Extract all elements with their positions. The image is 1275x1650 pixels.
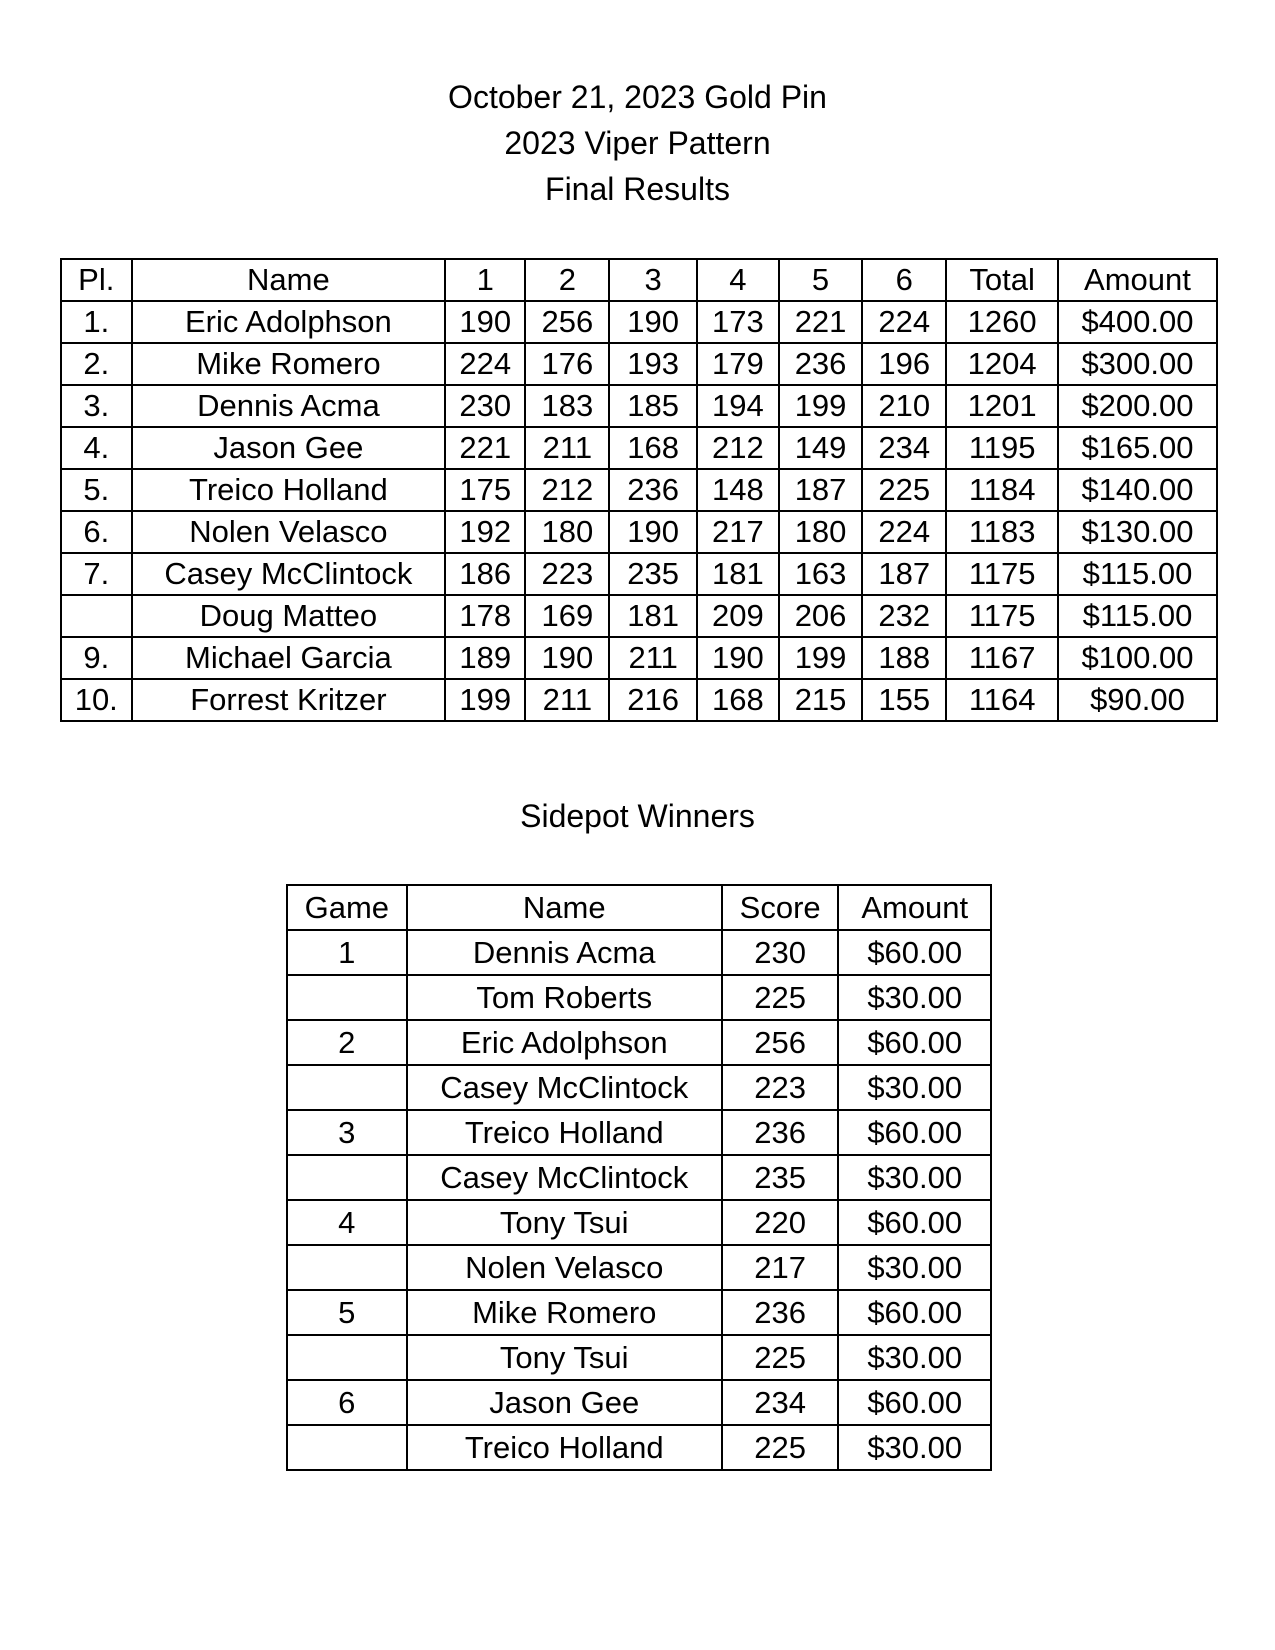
- table-cell: 194: [697, 385, 779, 427]
- table-cell: 190: [525, 637, 609, 679]
- pattern-title: 2023 Viper Pattern: [504, 125, 771, 161]
- table-cell: 210: [862, 385, 946, 427]
- table-cell: $300.00: [1058, 343, 1217, 385]
- table-cell: 169: [525, 595, 609, 637]
- table-cell: 185: [609, 385, 696, 427]
- table-cell: Mike Romero: [132, 343, 446, 385]
- table-cell: $30.00: [838, 1425, 991, 1470]
- table-cell: 234: [862, 427, 946, 469]
- table-cell: Eric Adolphson: [132, 301, 446, 343]
- table-cell: Treico Holland: [132, 469, 446, 511]
- column-header: 4: [697, 259, 779, 301]
- table-cell: 190: [609, 511, 696, 553]
- table-cell: [287, 1425, 407, 1470]
- table-cell: 196: [862, 343, 946, 385]
- table-cell: 230: [722, 930, 839, 975]
- results-header-row: [61, 259, 1217, 301]
- column-header: 6: [862, 259, 946, 301]
- table-cell: [61, 595, 132, 637]
- sidepot-row: [287, 1335, 991, 1380]
- table-cell: 192: [445, 511, 525, 553]
- table-cell: 7.: [61, 553, 132, 595]
- column-header: Score: [722, 885, 839, 930]
- table-cell: Treico Holland: [407, 1425, 722, 1470]
- table-cell: 179: [697, 343, 779, 385]
- table-cell: 190: [609, 301, 696, 343]
- sidepot-row: [287, 1110, 991, 1155]
- table-cell: Michael Garcia: [132, 637, 446, 679]
- table-cell: 1.: [61, 301, 132, 343]
- table-cell: 225: [722, 975, 839, 1020]
- table-cell: 1201: [946, 385, 1058, 427]
- table-cell: 1184: [946, 469, 1058, 511]
- table-cell: $60.00: [838, 930, 991, 975]
- table-cell: 232: [862, 595, 946, 637]
- column-header: Amount: [838, 885, 991, 930]
- table-cell: 2: [287, 1020, 407, 1065]
- table-cell: $100.00: [1058, 637, 1217, 679]
- table-cell: 223: [722, 1065, 839, 1110]
- table-cell: $400.00: [1058, 301, 1217, 343]
- table-cell: Nolen Velasco: [407, 1245, 722, 1290]
- sidepot-row: [287, 1290, 991, 1335]
- results-row: [61, 595, 1217, 637]
- table-cell: $30.00: [838, 1065, 991, 1110]
- table-cell: [287, 975, 407, 1020]
- table-cell: $60.00: [838, 1200, 991, 1245]
- table-cell: $115.00: [1058, 595, 1217, 637]
- table-cell: 1195: [946, 427, 1058, 469]
- sidepot-winners-table: [286, 884, 992, 1471]
- table-cell: Dennis Acma: [407, 930, 722, 975]
- table-cell: 187: [862, 553, 946, 595]
- table-cell: Doug Matteo: [132, 595, 446, 637]
- table-cell: [287, 1155, 407, 1200]
- sidepot-row: [287, 975, 991, 1020]
- table-cell: 235: [609, 553, 696, 595]
- table-cell: 4: [287, 1200, 407, 1245]
- table-cell: Nolen Velasco: [132, 511, 446, 553]
- table-cell: 1175: [946, 595, 1058, 637]
- results-row: [61, 427, 1217, 469]
- table-cell: 211: [609, 637, 696, 679]
- column-header: 3: [609, 259, 696, 301]
- table-cell: 181: [697, 553, 779, 595]
- table-cell: [287, 1335, 407, 1380]
- table-cell: 236: [779, 343, 862, 385]
- table-cell: 163: [779, 553, 862, 595]
- table-cell: 1204: [946, 343, 1058, 385]
- sidepot-row: [287, 1425, 991, 1470]
- table-cell: 6.: [61, 511, 132, 553]
- table-cell: 225: [722, 1425, 839, 1470]
- table-cell: 224: [862, 301, 946, 343]
- table-cell: 1164: [946, 679, 1058, 721]
- table-cell: $115.00: [1058, 553, 1217, 595]
- table-cell: [287, 1065, 407, 1110]
- results-row: [61, 469, 1217, 511]
- sidepot-row: [287, 1020, 991, 1065]
- table-cell: 3: [287, 1110, 407, 1155]
- sidepot-title: Sidepot Winners: [520, 798, 755, 834]
- table-cell: 209: [697, 595, 779, 637]
- table-cell: 9.: [61, 637, 132, 679]
- table-cell: 176: [525, 343, 609, 385]
- table-cell: 193: [609, 343, 696, 385]
- sidepot-row: [287, 1380, 991, 1425]
- table-cell: 224: [862, 511, 946, 553]
- table-cell: 180: [779, 511, 862, 553]
- table-cell: 178: [445, 595, 525, 637]
- table-cell: Casey McClintock: [407, 1065, 722, 1110]
- table-cell: 1183: [946, 511, 1058, 553]
- table-cell: 236: [609, 469, 696, 511]
- table-cell: 168: [609, 427, 696, 469]
- table-cell: Eric Adolphson: [407, 1020, 722, 1065]
- table-cell: $200.00: [1058, 385, 1217, 427]
- table-cell: Tony Tsui: [407, 1200, 722, 1245]
- table-cell: 225: [722, 1335, 839, 1380]
- table-cell: Dennis Acma: [132, 385, 446, 427]
- table-cell: Casey McClintock: [407, 1155, 722, 1200]
- table-cell: 189: [445, 637, 525, 679]
- table-cell: 230: [445, 385, 525, 427]
- table-cell: $30.00: [838, 1335, 991, 1380]
- document-header: [0, 74, 1275, 212]
- table-cell: 199: [779, 385, 862, 427]
- table-cell: 224: [445, 343, 525, 385]
- table-cell: 217: [697, 511, 779, 553]
- column-header: Name: [407, 885, 722, 930]
- table-cell: 212: [525, 469, 609, 511]
- table-cell: Casey McClintock: [132, 553, 446, 595]
- table-cell: 5.: [61, 469, 132, 511]
- table-cell: 1175: [946, 553, 1058, 595]
- table-cell: $165.00: [1058, 427, 1217, 469]
- results-row: [61, 343, 1217, 385]
- table-cell: 216: [609, 679, 696, 721]
- table-cell: 235: [722, 1155, 839, 1200]
- table-cell: Jason Gee: [132, 427, 446, 469]
- table-cell: 149: [779, 427, 862, 469]
- table-cell: 215: [779, 679, 862, 721]
- sidepot-row: [287, 1155, 991, 1200]
- table-cell: 173: [697, 301, 779, 343]
- table-cell: [287, 1245, 407, 1290]
- results-title: Final Results: [545, 171, 730, 207]
- table-cell: 225: [862, 469, 946, 511]
- table-cell: $30.00: [838, 1155, 991, 1200]
- table-cell: 221: [445, 427, 525, 469]
- table-cell: 168: [697, 679, 779, 721]
- results-row: [61, 637, 1217, 679]
- table-cell: 211: [525, 679, 609, 721]
- table-cell: 236: [722, 1110, 839, 1155]
- table-cell: 221: [779, 301, 862, 343]
- sidepot-row: [287, 1200, 991, 1245]
- table-cell: Forrest Kritzer: [132, 679, 446, 721]
- table-cell: 256: [525, 301, 609, 343]
- column-header: Name: [132, 259, 446, 301]
- table-cell: Mike Romero: [407, 1290, 722, 1335]
- table-cell: $130.00: [1058, 511, 1217, 553]
- table-cell: 190: [697, 637, 779, 679]
- table-cell: 186: [445, 553, 525, 595]
- table-cell: 190: [445, 301, 525, 343]
- table-cell: $90.00: [1058, 679, 1217, 721]
- sidepot-row: [287, 930, 991, 975]
- table-cell: $140.00: [1058, 469, 1217, 511]
- results-row: [61, 385, 1217, 427]
- column-header: Pl.: [61, 259, 132, 301]
- table-cell: $30.00: [838, 975, 991, 1020]
- sidepot-row: [287, 1065, 991, 1110]
- table-cell: $30.00: [838, 1245, 991, 1290]
- table-cell: $60.00: [838, 1020, 991, 1065]
- table-cell: Tony Tsui: [407, 1335, 722, 1380]
- column-header: 5: [779, 259, 862, 301]
- table-cell: 236: [722, 1290, 839, 1335]
- table-cell: 3.: [61, 385, 132, 427]
- table-cell: 217: [722, 1245, 839, 1290]
- final-results-table: [60, 258, 1218, 722]
- table-cell: 211: [525, 427, 609, 469]
- table-cell: 188: [862, 637, 946, 679]
- table-cell: Jason Gee: [407, 1380, 722, 1425]
- column-header: 2: [525, 259, 609, 301]
- table-cell: 220: [722, 1200, 839, 1245]
- table-cell: 206: [779, 595, 862, 637]
- table-cell: $60.00: [838, 1110, 991, 1155]
- table-cell: $60.00: [838, 1380, 991, 1425]
- results-row: [61, 553, 1217, 595]
- table-cell: 10.: [61, 679, 132, 721]
- table-cell: 256: [722, 1020, 839, 1065]
- table-cell: 2.: [61, 343, 132, 385]
- table-cell: 234: [722, 1380, 839, 1425]
- table-cell: 155: [862, 679, 946, 721]
- column-header: Game: [287, 885, 407, 930]
- results-row: [61, 301, 1217, 343]
- event-title: October 21, 2023 Gold Pin: [448, 79, 827, 115]
- column-header: Amount: [1058, 259, 1217, 301]
- sidepot-row: [287, 1245, 991, 1290]
- table-cell: 199: [779, 637, 862, 679]
- table-cell: 148: [697, 469, 779, 511]
- table-cell: 199: [445, 679, 525, 721]
- table-cell: 180: [525, 511, 609, 553]
- table-cell: 181: [609, 595, 696, 637]
- table-cell: 6: [287, 1380, 407, 1425]
- table-cell: Treico Holland: [407, 1110, 722, 1155]
- table-cell: 4.: [61, 427, 132, 469]
- column-header: 1: [445, 259, 525, 301]
- results-row: [61, 511, 1217, 553]
- sidepot-header-row: [287, 885, 991, 930]
- table-cell: 187: [779, 469, 862, 511]
- table-cell: 223: [525, 553, 609, 595]
- table-cell: Tom Roberts: [407, 975, 722, 1020]
- table-cell: 1260: [946, 301, 1058, 343]
- table-cell: 175: [445, 469, 525, 511]
- results-row: [61, 679, 1217, 721]
- column-header: Total: [946, 259, 1058, 301]
- table-cell: 5: [287, 1290, 407, 1335]
- table-cell: $60.00: [838, 1290, 991, 1335]
- table-cell: 1: [287, 930, 407, 975]
- table-cell: 212: [697, 427, 779, 469]
- table-cell: 1167: [946, 637, 1058, 679]
- table-cell: 183: [525, 385, 609, 427]
